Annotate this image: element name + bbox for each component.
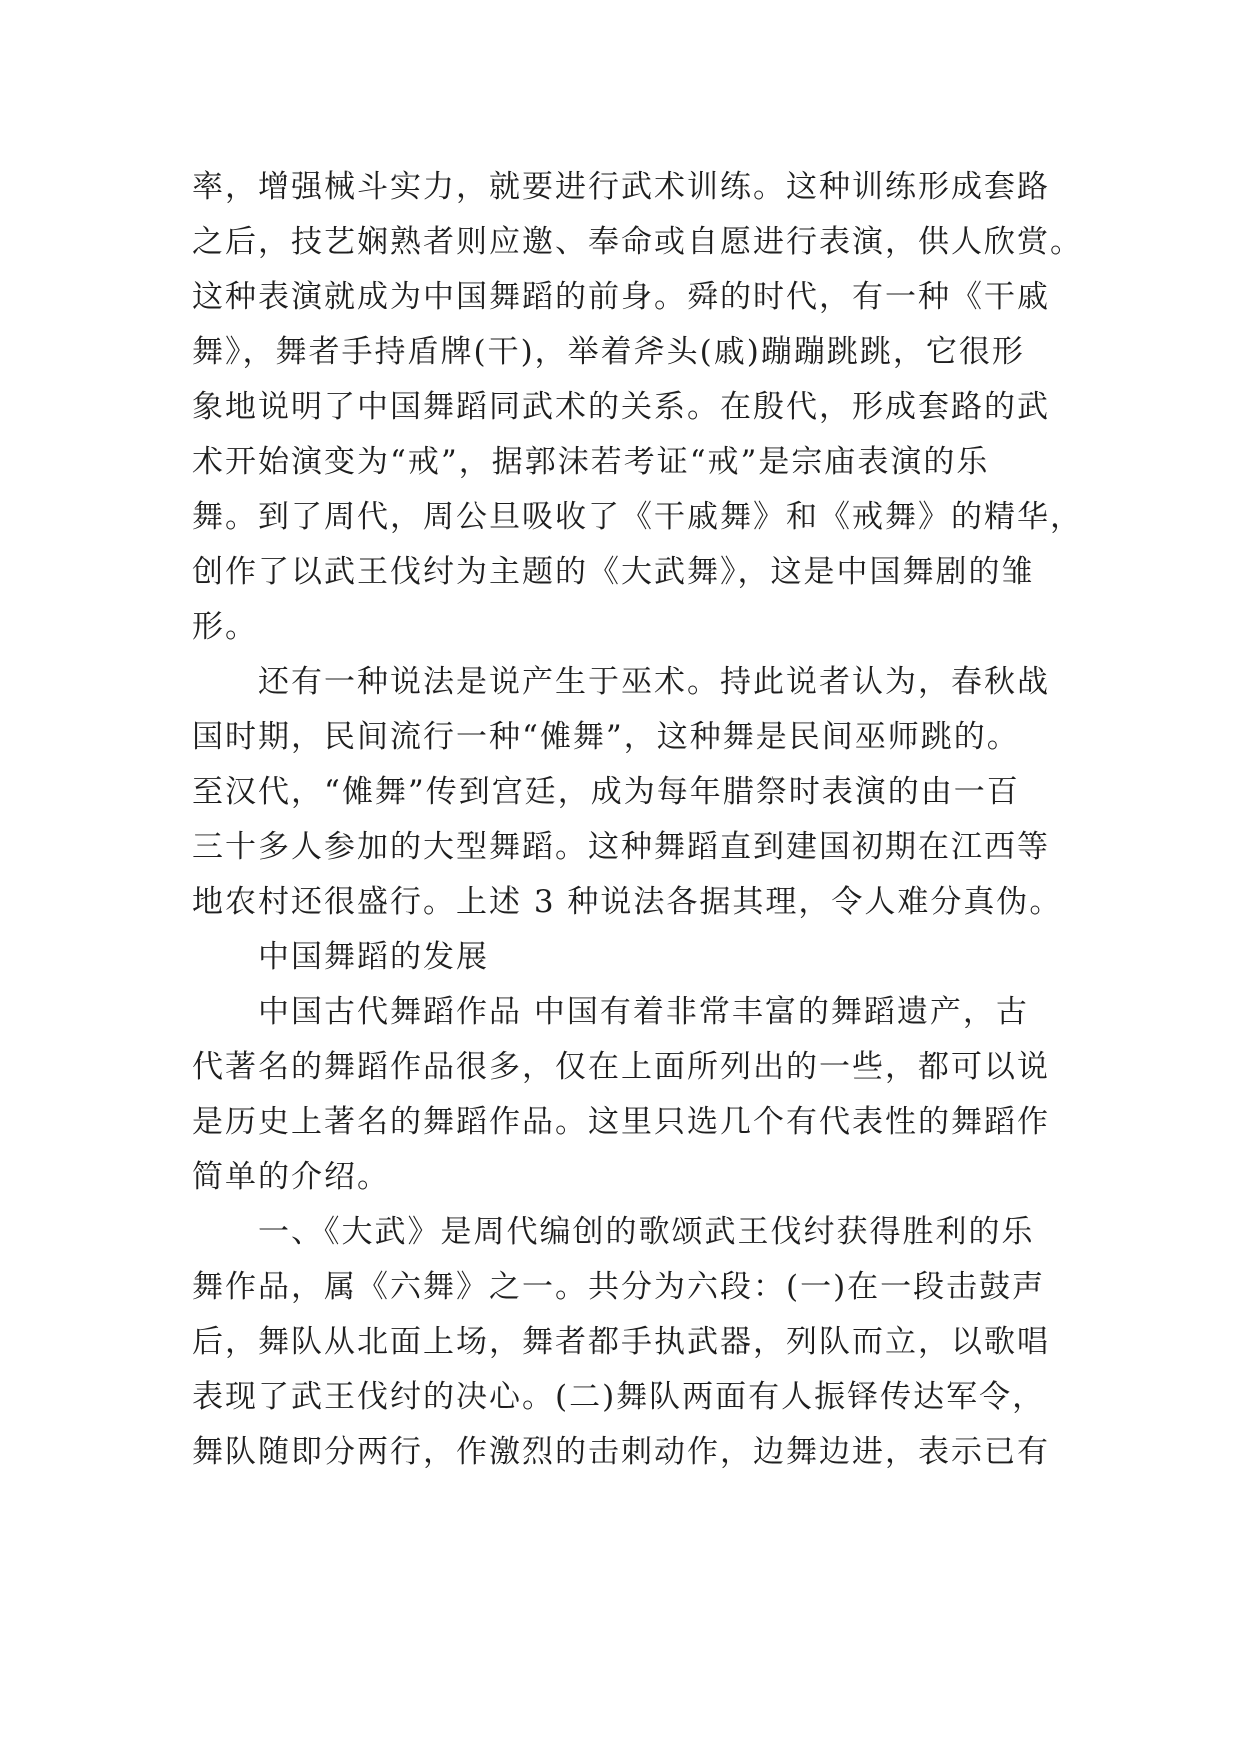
text-line: 国时期，民间流行一种“傩舞”，这种舞是民间巫师跳的。 <box>192 719 1020 755</box>
text-line: 舞。到了周代，周公旦吸收了《干戚舞》和《戒舞》的精华， <box>192 499 1083 535</box>
text-line: 舞》，舞者手持盾牌(干)，举着斧头(戚)蹦蹦跳跳，它很形 <box>192 334 1025 370</box>
text-line: 中国古代舞蹈作品 中国有着非常丰富的舞蹈遗产，古 <box>258 994 1029 1030</box>
text-line: 创作了以武王伐纣为主题的《大武舞》，这是中国舞剧的雏 <box>192 554 1035 590</box>
text-line: 这种表演就成为中国舞蹈的前身。舜的时代，有一种《干戚 <box>192 279 1050 315</box>
text-line: 象地说明了中国舞蹈同武术的关系。在殷代，形成套路的武 <box>192 389 1050 425</box>
text-line: 舞队随即分两行，作激烈的击刺动作，边舞边进，表示已有 <box>192 1434 1050 1470</box>
text-line: 一、《大武》是周代编创的歌颂武王伐纣获得胜利的乐 <box>258 1214 1035 1250</box>
body-text <box>192 160 1083 1480</box>
text-line: 形。 <box>192 609 258 645</box>
text-line: 是历史上著名的舞蹈作品。这里只选几个有代表性的舞蹈作 <box>192 1104 1050 1140</box>
text-line: 术开始演变为“戒”，据郭沫若考证“戒”是宗庙表演的乐 <box>192 444 990 480</box>
text-line: 还有一种说法是说产生于巫术。持此说者认为，春秋战 <box>258 664 1050 700</box>
text-line: 代著名的舞蹈作品很多，仅在上面所列出的一些，都可以说 <box>192 1049 1050 1085</box>
text-line: 后，舞队从北面上场，舞者都手执武器，列队而立，以歌唱 <box>192 1324 1050 1360</box>
text-line: 地农村还很盛行。上述 3 种说法各据其理，令人难分真伪。 <box>192 884 1063 920</box>
text-line: 中国舞蹈的发展 <box>258 939 489 975</box>
text-line: 之后，技艺娴熟者则应邀、奉命或自愿进行表演，供人欣赏。 <box>192 224 1083 260</box>
text-line: 至汉代，“傩舞”传到宫廷，成为每年腊祭时表演的由一百 <box>192 774 1020 810</box>
text-line: 三十多人参加的大型舞蹈。这种舞蹈直到建国初期在江西等 <box>192 829 1050 865</box>
text-line: 舞作品，属《六舞》之一。共分为六段：(一)在一段击鼓声 <box>192 1269 1046 1305</box>
text-line: 简单的介绍。 <box>192 1159 390 1195</box>
text-line: 率，增强械斗实力，就要进行武术训练。这种训练形成套路 <box>192 169 1050 205</box>
text-line: 表现了武王伐纣的决心。(二)舞队两面有人振铎传达军令， <box>192 1379 1046 1415</box>
